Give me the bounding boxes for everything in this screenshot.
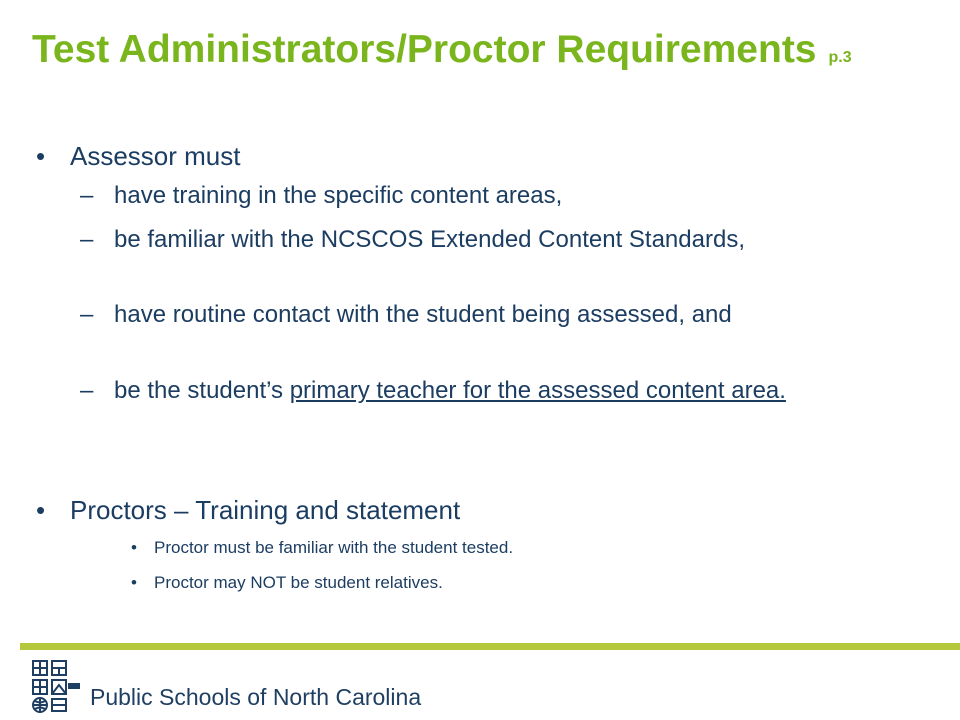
footer-org-name: Public Schools of North Carolina xyxy=(90,684,422,710)
item-text xyxy=(114,376,834,406)
bullet-dot: • xyxy=(36,141,46,171)
subitem-text: Proctor may NOT be student relatives. xyxy=(154,573,443,592)
item-text: have routine contact with the student being assessed, and xyxy=(114,301,732,328)
item-text: have training in the specific content areas, xyxy=(114,182,563,209)
item-text-lead: be the student’s xyxy=(114,377,290,404)
item-text: be familiar with the NCSCOS Extended Content Standards, xyxy=(114,226,745,253)
dash-marker: – xyxy=(80,182,94,209)
footer-divider xyxy=(20,643,960,650)
bullet-label: Assessor must xyxy=(70,141,241,171)
dash-marker: – xyxy=(80,377,94,404)
subitem-text: Proctor must be familiar with the student tested. xyxy=(154,538,514,557)
title-text: Test Administrators/Proctor Requirements xyxy=(32,28,817,71)
underlined-emphasis: primary teacher for the assessed content area. xyxy=(289,377,786,404)
sub-bullet-dot: • xyxy=(131,573,137,592)
bullet-dot: • xyxy=(36,495,46,525)
sub-bullet-dot: • xyxy=(131,538,137,557)
dash-marker: – xyxy=(80,301,94,328)
title-page-number: p.3 xyxy=(828,49,852,66)
dpi-logo-icon xyxy=(30,657,86,715)
dash-marker: – xyxy=(80,226,94,253)
bullet-label: Proctors – Training and statement xyxy=(70,495,461,525)
